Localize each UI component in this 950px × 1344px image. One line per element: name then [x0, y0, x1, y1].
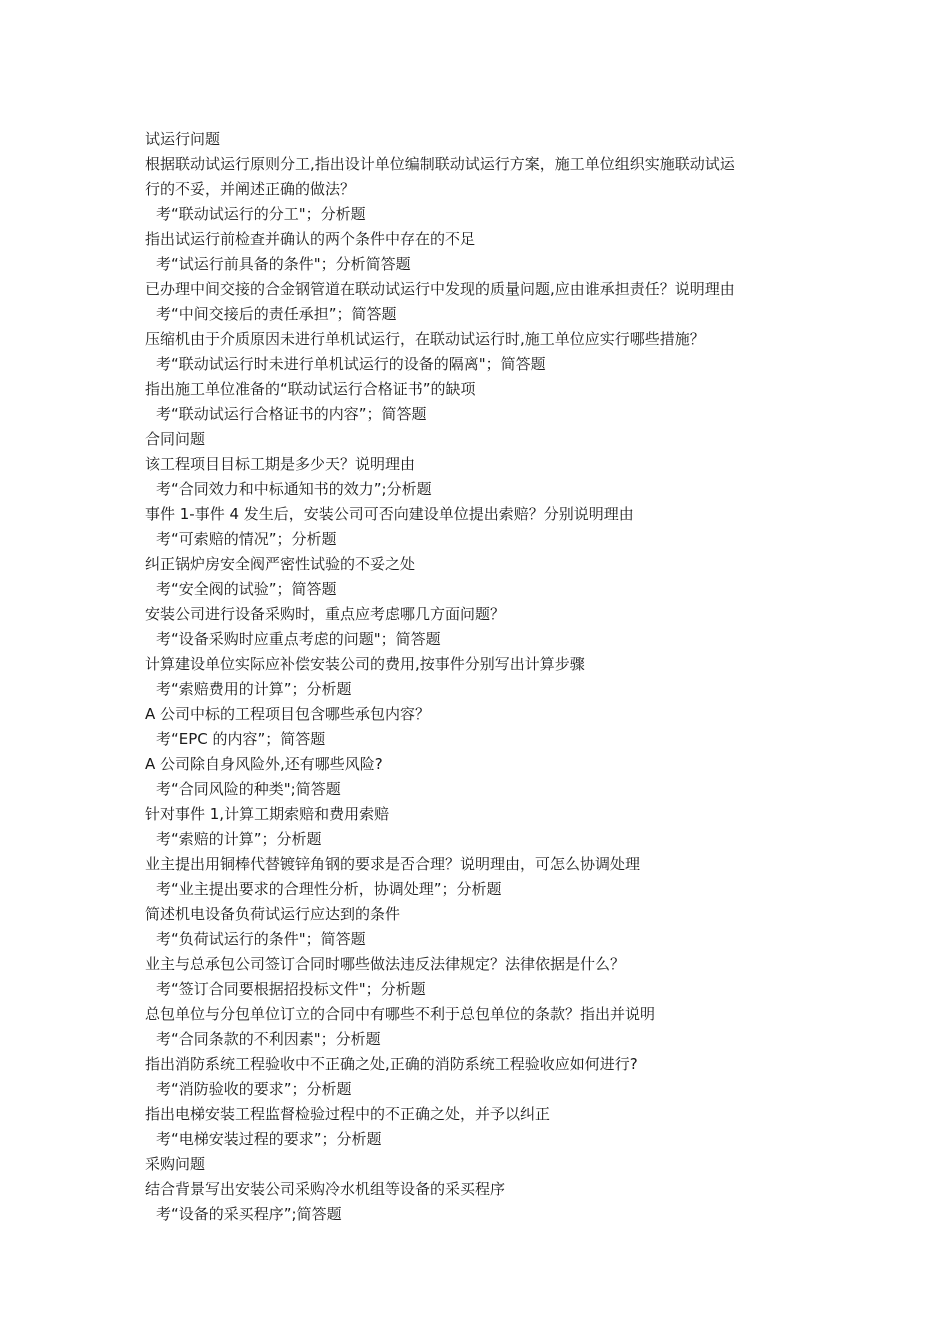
topic-note: 考“电梯安装过程的要求”；分析题: [156, 1130, 382, 1148]
topic-note: 考“设备采购时应重点考虑的问题"；简答题: [156, 630, 441, 648]
question-text: 安装公司进行设备采购时，重点应考虑哪几方面问题？: [145, 605, 506, 623]
question-text: 结合背景写出安装公司采购冷水机组等设备的采买程序: [145, 1180, 506, 1198]
question-text: 已办理中间交接的合金钢管道在联动试运行中发现的质量问题,应由谁承担责任？说明理由: [145, 280, 735, 298]
topic-note: 考“负荷试运行的条件"；简答题: [156, 930, 366, 948]
question-text: A 公司除自身风险外,还有哪些风险?: [145, 755, 383, 773]
topic-note: 考“中间交接后的责任承担”；简答题: [156, 305, 397, 323]
topic-note: 考“签订合同要根据招投标文件"；分析题: [156, 980, 426, 998]
topic-note: 考“联动试运行时未进行单机试运行的设备的隔离"；简答题: [156, 355, 546, 373]
topic-note: 考“EPC 的内容”；简答题: [156, 730, 326, 748]
topic-note: 考“业主提出要求的合理性分析，协调处理”；分析题: [156, 880, 502, 898]
question-text: 该工程项目目标工期是多少天？说明理由: [145, 455, 416, 473]
section-heading: 采购问题: [145, 1155, 206, 1173]
question-text: 指出试运行前检查并确认的两个条件中存在的不足: [145, 230, 476, 248]
topic-note: 考“索赔的计算”；分析题: [156, 830, 322, 848]
topic-note: 考“索赔费用的计算”；分析题: [156, 680, 352, 698]
question-text: 业主与总承包公司签订合同时哪些做法违反法律规定？法律依据是什么？: [145, 955, 626, 973]
question-text: 事件 1-事件 4 发生后，安装公司可否向建设单位提出索赔？分别说明理由: [145, 505, 634, 523]
topic-note: 考“联动试运行的分工"；分析题: [156, 205, 366, 223]
topic-note: 考“安全阀的试验”；简答题: [156, 580, 337, 598]
question-text: 针对事件 1,计算工期索赔和费用索赔: [145, 805, 390, 823]
question-text: 简述机电设备负荷试运行应达到的条件: [145, 905, 401, 923]
topic-note: 考“设备的采买程序”;简答题: [156, 1205, 342, 1223]
topic-note: 考“合同效力和中标通知书的效力”;分析题: [156, 480, 432, 498]
question-text-continued: 行的不妥，并阐述正确的做法？: [145, 180, 356, 198]
topic-note: 考“可索赔的情况”；分析题: [156, 530, 337, 548]
section-heading: 试运行问题: [145, 130, 221, 148]
topic-note: 考“合同风险的种类";简答题: [156, 780, 341, 798]
topic-note: 考“试运行前具备的条件"；分析简答题: [156, 255, 411, 273]
document-body: [145, 127, 825, 1227]
question-text: 业主提出用铜棒代替镀锌角钢的要求是否合理？说明理由，可怎么协调处理: [145, 855, 641, 873]
question-text: A 公司中标的工程项目包含哪些承包内容？: [145, 705, 431, 723]
section-heading: 合同问题: [145, 430, 206, 448]
topic-note: 考“联动试运行合格证书的内容”；简答题: [156, 405, 427, 423]
topic-note: 考“合同条款的不利因素"；分析题: [156, 1030, 381, 1048]
question-text: 根据联动试运行原则分工,指出设计单位编制联动试运行方案，施工单位组织实施联动试运: [145, 155, 735, 173]
topic-note: 考“消防验收的要求”；分析题: [156, 1080, 352, 1098]
question-text: 计算建设单位实际应补偿安装公司的费用,按事件分别写出计算步骤: [145, 655, 585, 673]
question-text: 压缩机由于介质原因未进行单机试运行，在联动试运行时,施工单位应实行哪些措施？: [145, 330, 705, 348]
question-text: 总包单位与分包单位订立的合同中有哪些不利于总包单位的条款？指出并说明: [145, 1005, 656, 1023]
question-text: 指出消防系统工程验收中不正确之处,正确的消防系统工程验收应如何进行?: [145, 1055, 638, 1073]
question-text: 指出施工单位准备的“联动试运行合格证书”的缺项: [145, 380, 476, 398]
question-text: 纠正锅炉房安全阀严密性试验的不妥之处: [145, 555, 416, 573]
question-text: 指出电梯安装工程监督检验过程中的不正确之处，并予以纠正: [145, 1105, 551, 1123]
